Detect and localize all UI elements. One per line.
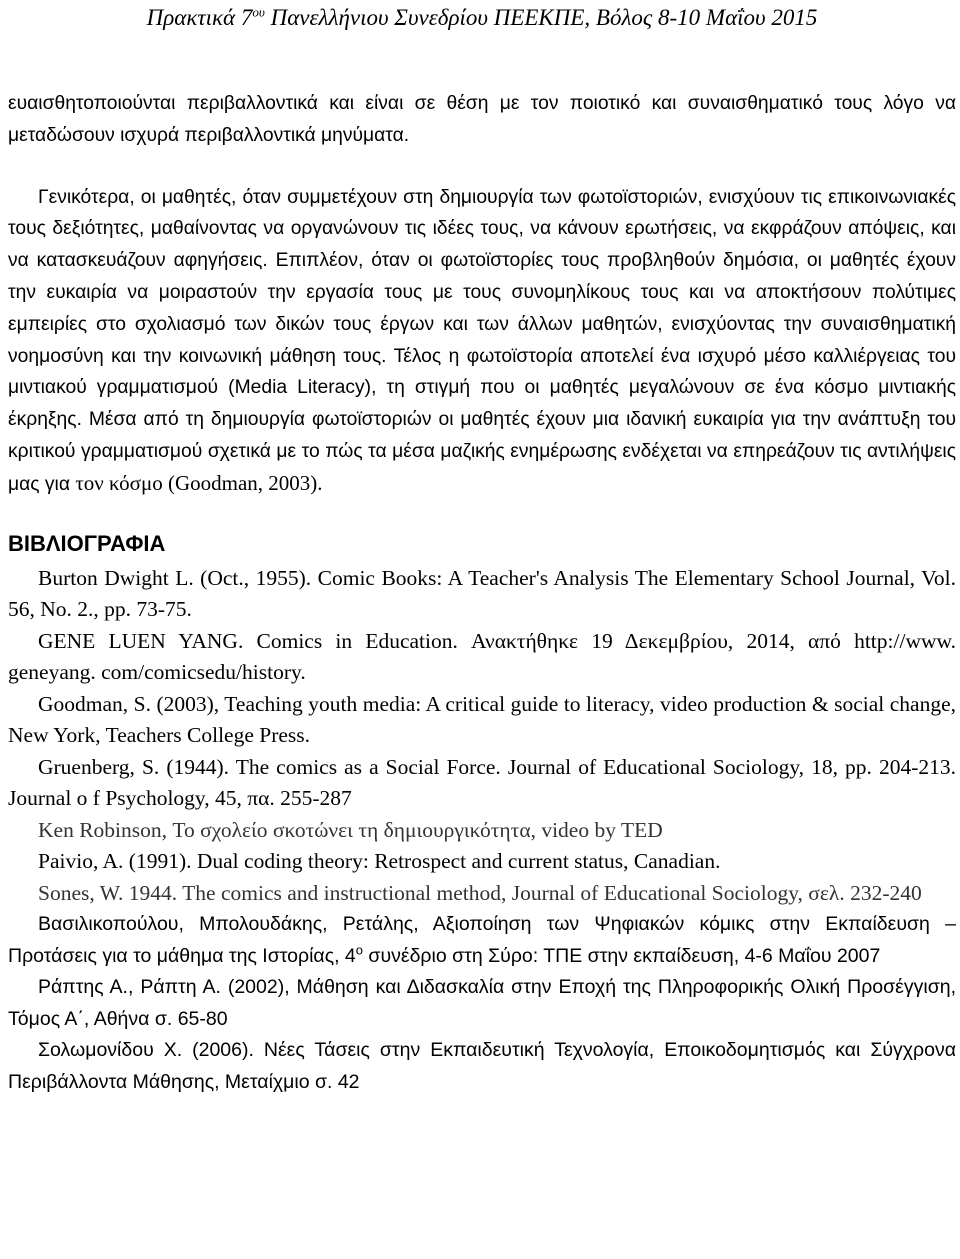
header-superscript: ου (252, 4, 265, 20)
reference-item: Paivio, A. (1991). Dual coding theory: Retrospect and current status, Canadian. (38, 849, 721, 874)
reference-item (8, 909, 956, 972)
reference-superscript: ο (355, 942, 364, 958)
header-suffix: Πανελλήνιου Συνεδρίου ΠΕΕΚΠΕ, Βόλος 8-10 Μαΐου 2015 (264, 5, 818, 30)
running-header (8, 4, 956, 32)
paragraph-2 (8, 182, 956, 501)
reference-list (8, 563, 956, 1099)
reference-item: GENE LUEN YANG. Comics in Education. Ανακτήθηκε 19 Δεκεμβρίου, 2014, από http://www. geneyang. com/comicsedu/history. (8, 628, 956, 685)
paper-page (8, 0, 956, 1098)
bibliography-heading: ΒΙΒΛΙΟΓΡΑΦΙΑ (8, 530, 166, 556)
reference-item: Burton Dwight L. (Oct., 1955). Comic Books: A Teacher's Analysis The Elementary School Journal, Vol. 56, No. 2., pp. 73-75. (8, 565, 956, 622)
reference-item: Goodman, S. (2003), Teaching youth media: A critical guide to literacy, video production & social change, New York, Teachers College Press. (8, 691, 956, 748)
header-prefix: Πρακτικά 7 (146, 5, 253, 30)
reference-text: Βασιλικοπούλου, Μπολουδάκης, Ρετάλης, Αξιοποίηση των Ψηφιακών κόμικς στην Εκπαίδευση – Προτάσεις για το μάθημα της Ιστορίας, 4 (8, 913, 956, 967)
reference-item: Ken Robinson, Το σχολείο σκοτώνει τη δημιουργικότητα, video by TED (38, 817, 663, 842)
reference-item: Ράπτης Α., Ράπτη Α. (2002), Μάθηση και Διδασκαλία στην Εποχή της Πληροφορικής Ολική Προσέγγιση, Τόμος Α΄, Αθήνα σ. 65-80 (8, 976, 956, 1030)
paragraph-2-text: Γενικότερα, οι μαθητές, όταν συμμετέχουν στη δημιουργία των φωτοϊστοριών, ενισχύουν τις επικοινωνιακές τους δεξιότητες, μαθαίνοντας να οργανώνουν τις ιδέες τους, να κάνουν ερωτήσεις, να εκφράζουν απόψεις, και να κατασκευάζουν αφηγήσεις. Επιπλέον, όταν οι φωτοϊστορίες τους προβληθούν δημόσια, οι μαθητές έχουν την ευκαιρία να μοιραστούν την εργασία τους με τους συνομηλίκους τους και να αποκτήσουν πολύτιμες εμπειρίες στο σχολιασμό των δικών τους έργων και των άλλων μαθητών, ενισχύοντας την συναισθηματική νοημοσύνη και την κοινωνική μάθηση τους. Τέλος η φωτοϊστορία αποτελεί ένα ισχυρό μέσο καλλιέργειας του μιντιακού γραμματισμού (Media Literacy), τη στιγμή που οι μαθητές μεγαλώνουν σε ένα κόσμο μιντιακής έκρηξης. Μέσα από τη δημιουργία φωτοϊστοριών οι μαθητές έχουν μια ιδανική ευκαιρία για την ανάπτυξη του κριτικού γραμματισμού σχετικά με το πώς τα μέσα μαζικής ενημέρωσης ενδέχεται να επηρεάζουν τις αντιλήψεις μας για (8, 186, 956, 495)
reference-item: Σολωμονίδου Χ. (2006). Νέες Τάσεις στην Εκπαιδευτική Τεχνολογία, Εποικοδομητισμός και Σύγχρονα Περιβάλλοντα Μάθησης, Μεταίχμιο σ. 42 (8, 1039, 956, 1093)
reference-item: Sones, W. 1944. The comics and instructional method, Journal of Educational Sociology, σελ. 232-240 (38, 880, 922, 905)
paragraph-1: ευαισθητοποιούνται περιβαλλοντικά και είναι σε θέση με τον ποιοτικό και συναισθηματικό τους λόγο να μεταδώσουν ισχυρά περιβαλλοντικά μηνύματα. (8, 93, 956, 146)
reference-text: συνέδριο στη Σύρο: ΤΠΕ στην εκπαίδευση, 4-6 Μαΐου 2007 (363, 944, 881, 967)
paragraph-2-closing: τον κόσμο (Goodman, 2003). (75, 470, 323, 495)
reference-item: Gruenberg, S. (1944). The comics as a Social Force. Journal of Educational Sociology, 18, pp. 204-213. Journal o f Psychology, 45, πα. 255-287 (8, 754, 956, 811)
